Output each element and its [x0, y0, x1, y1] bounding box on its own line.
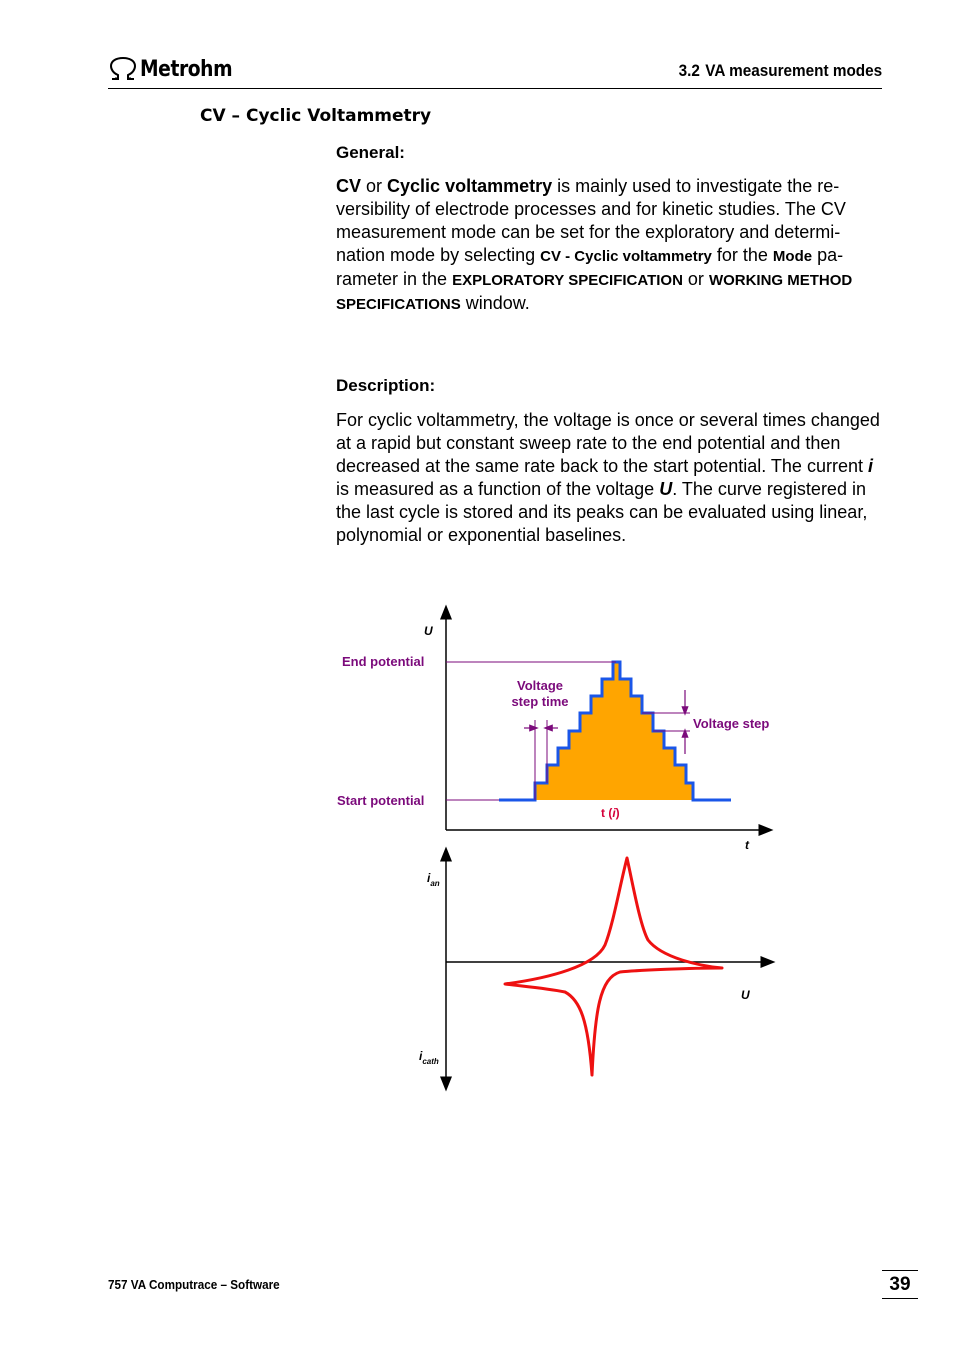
section-heading [678, 61, 882, 81]
bottom-x-axis-label: U [741, 988, 750, 1002]
end-potential-label: End potential [342, 654, 425, 669]
top-x-axis-label: t [745, 838, 749, 852]
cv-curve [505, 858, 722, 1075]
section-number: 3.2 [678, 61, 700, 80]
page-header [108, 52, 882, 89]
general-heading: General: [336, 143, 405, 162]
voltage-step-time-label-2: step time [511, 694, 569, 709]
description-paragraph: For cyclic voltammetry, the voltage is once or several times changed at a rapid but constant sweep rate to the end potential and then decreased at the same rate back to the start potential. The current i is measured as a function of the voltage U. The curve registered in the last cycle is stored and its peaks can be evaluated using linear, polynomial or exponential baselines. [336, 410, 880, 545]
cv-figure [330, 600, 790, 1100]
mode-value: CV - Cyclic voltammetry [540, 248, 712, 265]
footer-product: 757 VA Computrace – Software [108, 1277, 280, 1292]
cv-term: CV [336, 176, 362, 196]
i-cath-label: $i_{cath}$ [419, 1049, 439, 1066]
t-i-label: t (i) [601, 806, 620, 820]
top-y-axis-label: U [424, 624, 433, 638]
description-heading: Description: [336, 376, 436, 395]
brand-name: Metrohm [140, 56, 233, 82]
voltage-step-label: Voltage step [693, 716, 770, 731]
omega-logo-icon [108, 56, 138, 82]
mode-param: Mode [772, 248, 813, 265]
general-paragraph: CV or Cyclic voltammetry is mainly used to investigate the re-versibility of electrode processes and for kinetic studies. The CV measurement mode can be set for the exploratory and determi-nation mode by selecting CV - Cyclic voltammetry for the Mode pa-rameter in the EXPLORATORY SPECIFICATION or WORKING METHOD SPECIFICATIONS window. [336, 176, 853, 313]
i-an-label: $i_{an}$ [427, 871, 440, 888]
metrohm-logo [108, 56, 248, 82]
working-window-name: WORKING METHOD SPECIFICATIONS [336, 272, 853, 313]
page-number: 39 [882, 1270, 918, 1299]
current-symbol: i [867, 456, 873, 476]
exploratory-window-name: EXPLORATORY SPECIFICATION [452, 272, 683, 289]
voltage-step-time-label-1: Voltage [517, 678, 563, 693]
voltage-symbol: U [659, 479, 673, 499]
section-title: VA measurement modes [705, 61, 882, 80]
start-potential-label: Start potential [337, 793, 425, 808]
page-title: CV – Cyclic Voltammetry [200, 106, 432, 126]
cyclic-voltammetry-term: Cyclic voltammetry [387, 176, 553, 196]
